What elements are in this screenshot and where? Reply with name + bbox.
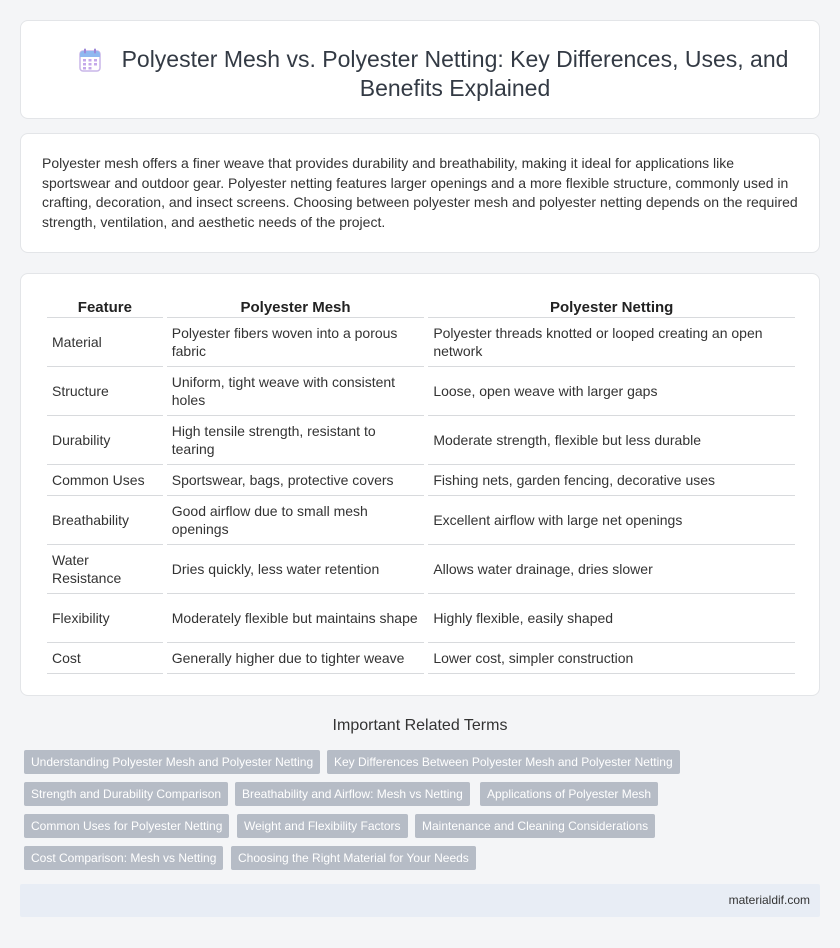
netting-cell: Polyester threads knotted or looped creating an open network <box>428 318 795 367</box>
related-term-tag[interactable]: Breathability and Airflow: Mesh vs Netting <box>235 782 470 806</box>
header-feature: Feature <box>47 296 163 318</box>
intro-paragraph: Polyester mesh offers a finer weave that provides durability and breathability, making it ideal for applications like sportswear and outdoor gear. Polyester netting features larger openings and a more flexible structure, commonly used in crafting, decoration, and insect screens. Choosing between polyester mesh and polyester netting depends on the required strength, ventilation, and aesthetic needs of the project. <box>42 155 798 230</box>
footer-site-link[interactable]: materialdif.com <box>728 893 810 907</box>
comparison-card <box>20 273 820 696</box>
netting-cell: Allows water drainage, dries slower <box>428 545 795 594</box>
related-term-tag[interactable]: Common Uses for Polyester Netting <box>24 814 229 838</box>
footer-bar <box>20 884 820 917</box>
header-polyester-mesh: Polyester Mesh <box>167 296 425 318</box>
mesh-cell: Good airflow due to small mesh openings <box>167 496 425 545</box>
calendar-grid-icon <box>79 48 101 72</box>
table-row <box>47 643 795 674</box>
mesh-cell: Generally higher due to tighter weave <box>167 643 425 674</box>
table-row <box>47 416 795 465</box>
table-row <box>47 367 795 416</box>
mesh-cell: High tensile strength, resistant to tearing <box>167 416 425 465</box>
feature-cell: Cost <box>47 643 163 674</box>
table-row <box>47 496 795 545</box>
mesh-cell: Uniform, tight weave with consistent holes <box>167 367 425 416</box>
feature-cell: Material <box>47 318 163 367</box>
related-term-tag[interactable]: Understanding Polyester Mesh and Polyester Netting <box>24 750 320 774</box>
header-polyester-netting: Polyester Netting <box>428 296 795 318</box>
related-term-tag[interactable]: Maintenance and Cleaning Considerations <box>415 814 655 838</box>
related-term-tag[interactable]: Strength and Durability Comparison <box>24 782 228 806</box>
mesh-cell: Polyester fibers woven into a porous fabric <box>167 318 425 367</box>
netting-cell: Moderate strength, flexible but less durable <box>428 416 795 465</box>
feature-cell: Flexibility <box>47 594 163 643</box>
feature-cell: Structure <box>47 367 163 416</box>
table-row <box>47 465 795 496</box>
table-row <box>47 594 795 643</box>
mesh-cell: Moderately flexible but maintains shape <box>167 594 425 643</box>
related-terms-heading: Important Related Terms <box>332 717 508 734</box>
netting-cell: Fishing nets, garden fencing, decorative uses <box>428 465 795 496</box>
related-term-tag[interactable]: Key Differences Between Polyester Mesh and Polyester Netting <box>327 750 680 774</box>
feature-cell: Breathability <box>47 496 163 545</box>
mesh-cell: Dries quickly, less water retention <box>167 545 425 594</box>
related-term-tag[interactable]: Weight and Flexibility Factors <box>237 814 408 838</box>
table-row <box>47 545 795 594</box>
related-term-tag[interactable]: Choosing the Right Material for Your Needs <box>231 846 476 870</box>
title-card <box>20 20 820 119</box>
feature-cell: Common Uses <box>47 465 163 496</box>
table-header-row <box>47 296 795 318</box>
netting-cell: Excellent airflow with large net openings <box>428 496 795 545</box>
feature-cell: Water Resistance <box>47 545 163 594</box>
table-row <box>47 318 795 367</box>
intro-card <box>20 133 820 253</box>
related-term-tag[interactable]: Applications of Polyester Mesh <box>480 782 658 806</box>
feature-cell: Durability <box>47 416 163 465</box>
netting-cell: Lower cost, simpler construction <box>428 643 795 674</box>
related-term-tag[interactable]: Cost Comparison: Mesh vs Netting <box>24 846 223 870</box>
mesh-cell: Sportswear, bags, protective covers <box>167 465 425 496</box>
page-title: Polyester Mesh vs. Polyester Netting: Key Differences, Uses, and Benefits Explained <box>121 46 789 101</box>
comparison-table <box>43 296 799 674</box>
netting-cell: Loose, open weave with larger gaps <box>428 367 795 416</box>
netting-cell: Highly flexible, easily shaped <box>428 594 795 643</box>
